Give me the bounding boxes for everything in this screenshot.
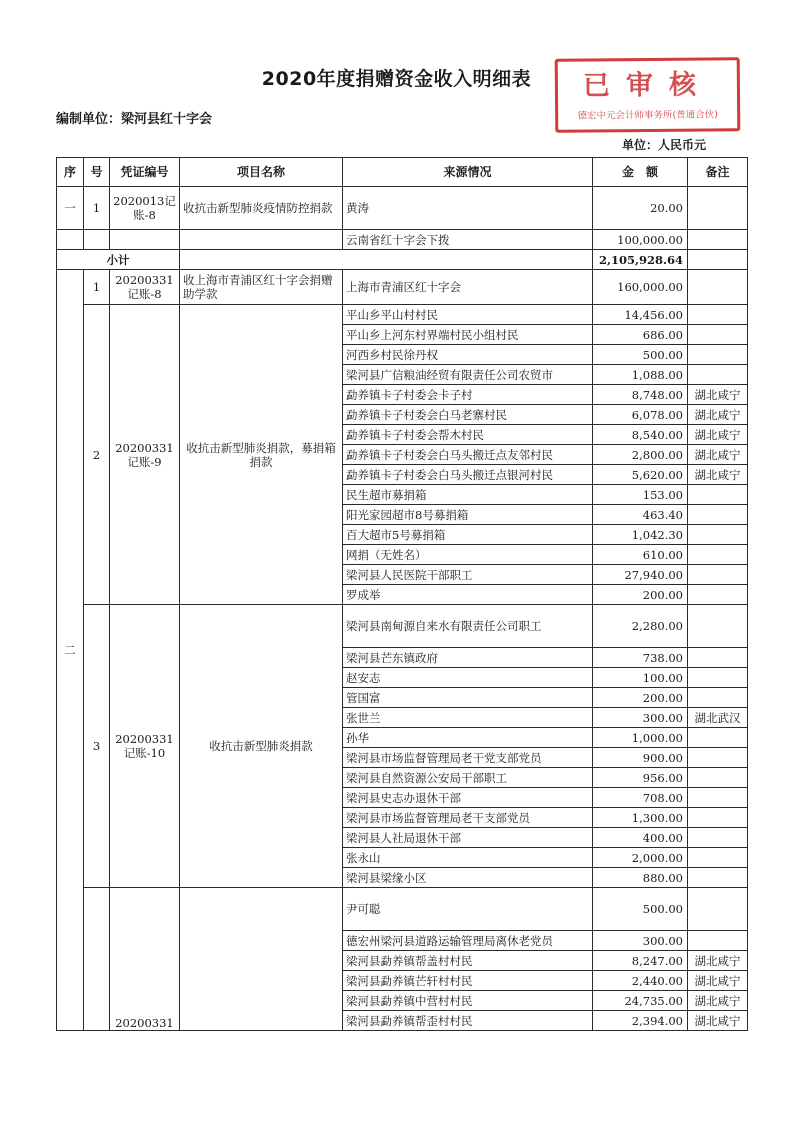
- note-cell: 湖北咸宁: [688, 1011, 748, 1031]
- subtotal-row: [57, 250, 748, 270]
- note-cell: [688, 748, 748, 768]
- amount-cell: 500.00: [593, 888, 688, 931]
- amount-cell: 2,440.00: [593, 971, 688, 991]
- project-name: 收抗击新型肺炎捐款: [180, 605, 343, 888]
- amount-cell: 2,394.00: [593, 1011, 688, 1031]
- empty-cell: [180, 250, 593, 270]
- note-cell: [688, 565, 748, 585]
- voucher-number: 20200331记账-10: [110, 605, 180, 888]
- table-row: [57, 230, 748, 250]
- amount-cell: 27,940.00: [593, 565, 688, 585]
- source-cell: 赵安志: [343, 668, 593, 688]
- source-cell: 梁河县市场监督管理局老干支部党员: [343, 808, 593, 828]
- note-cell: [688, 270, 748, 305]
- table-row: [57, 605, 748, 648]
- note-cell: [688, 868, 748, 888]
- amount-cell: 14,456.00: [593, 305, 688, 325]
- note-cell: [688, 505, 748, 525]
- project-name: [180, 888, 343, 1031]
- note-cell: [688, 688, 748, 708]
- col-header-note: 备注: [688, 158, 748, 187]
- item-number: [84, 888, 110, 1031]
- amount-cell: 8,247.00: [593, 951, 688, 971]
- source-cell: 张世兰: [343, 708, 593, 728]
- note-cell: [688, 230, 748, 250]
- source-cell: 勐养镇卡子村委会白马头搬迁点银河村民: [343, 465, 593, 485]
- amount-cell: 400.00: [593, 828, 688, 848]
- note-cell: 湖北咸宁: [688, 951, 748, 971]
- amount-cell: 300.00: [593, 708, 688, 728]
- note-cell: [688, 305, 748, 325]
- source-cell: 梁河县市场监督管理局老干党支部党员: [343, 748, 593, 768]
- amount-cell: 24,735.00: [593, 991, 688, 1011]
- voucher-number: 20200331: [110, 888, 180, 1031]
- amount-cell: 2,280.00: [593, 605, 688, 648]
- source-cell: 梁河县芒东镇政府: [343, 648, 593, 668]
- note-cell: [688, 788, 748, 808]
- source-cell: 尹可聪: [343, 888, 593, 931]
- source-cell: 阳光家园超市8号募捐箱: [343, 505, 593, 525]
- source-cell: 勐养镇卡子村委会白马头搬迁点友邻村民: [343, 445, 593, 465]
- empty-cell: [57, 230, 84, 250]
- note-cell: [688, 585, 748, 605]
- source-cell: 网捐（无姓名）: [343, 545, 593, 565]
- voucher-number: 20200331记账-9: [110, 305, 180, 605]
- item-number: 1: [84, 270, 110, 305]
- amount-cell: 20.00: [593, 187, 688, 230]
- stamp-main-text: 已审核: [582, 69, 713, 102]
- source-cell: 上海市青浦区红十字会: [343, 270, 593, 305]
- note-cell: [688, 808, 748, 828]
- amount-cell: 463.40: [593, 505, 688, 525]
- col-header-no: 号: [84, 158, 110, 187]
- amount-cell: 610.00: [593, 545, 688, 565]
- source-cell: 梁河县勐养镇中营村村民: [343, 991, 593, 1011]
- table-header-row: [57, 158, 748, 187]
- source-cell: 梁河县人民医院干部职工: [343, 565, 593, 585]
- table-body: [57, 187, 748, 1031]
- table-row: [57, 187, 748, 230]
- amount-cell: 1,300.00: [593, 808, 688, 828]
- note-cell: 湖北咸宁: [688, 405, 748, 425]
- amount-cell: 900.00: [593, 748, 688, 768]
- amount-cell: 8,748.00: [593, 385, 688, 405]
- source-cell: 梁河县自然资源公安局干部职工: [343, 768, 593, 788]
- source-cell: 梁河县广信粮油经贸有限责任公司农贸市: [343, 365, 593, 385]
- note-cell: [688, 365, 748, 385]
- col-header-project: 项目名称: [180, 158, 343, 187]
- amount-cell: 100.00: [593, 668, 688, 688]
- subtotal-amount: 2,105,928.64: [593, 250, 688, 270]
- empty-cell: [84, 230, 110, 250]
- source-cell: 梁河县梁缘小区: [343, 868, 593, 888]
- note-cell: [688, 525, 748, 545]
- source-cell: 梁河县勐养镇帮歪村村民: [343, 1011, 593, 1031]
- note-cell: [688, 648, 748, 668]
- note-cell: [688, 931, 748, 951]
- note-cell: [688, 888, 748, 931]
- amount-cell: 300.00: [593, 931, 688, 951]
- amount-cell: 8,540.00: [593, 425, 688, 445]
- amount-cell: 100,000.00: [593, 230, 688, 250]
- donation-table: [56, 157, 748, 1031]
- note-cell: [688, 768, 748, 788]
- amount-cell: 956.00: [593, 768, 688, 788]
- note-cell: 湖北咸宁: [688, 971, 748, 991]
- organization-label: 编制单位：梁河县红十字会: [56, 112, 213, 127]
- col-header-voucher: 凭证编号: [110, 158, 180, 187]
- note-cell: 湖北咸宁: [688, 465, 748, 485]
- note-cell: [688, 545, 748, 565]
- unit-label: 单位：人民币元: [622, 138, 707, 152]
- note-cell: 湖北武汉: [688, 708, 748, 728]
- source-cell: 平山乡平山村村民: [343, 305, 593, 325]
- source-cell: 梁河县南甸源自来水有限责任公司职工: [343, 605, 593, 648]
- amount-cell: 200.00: [593, 585, 688, 605]
- amount-cell: 1,042.30: [593, 525, 688, 545]
- amount-cell: 5,620.00: [593, 465, 688, 485]
- amount-cell: 2,000.00: [593, 848, 688, 868]
- note-cell: [688, 325, 748, 345]
- source-cell: 梁河县史志办退休干部: [343, 788, 593, 808]
- empty-cell: [688, 250, 748, 270]
- amount-cell: 6,078.00: [593, 405, 688, 425]
- item-number: 1: [84, 187, 110, 230]
- source-cell: 勐养镇卡子村委会白马老寨村民: [343, 405, 593, 425]
- source-cell: 孙华: [343, 728, 593, 748]
- note-cell: [688, 605, 748, 648]
- source-cell: 梁河县勐养镇帮盖村村民: [343, 951, 593, 971]
- section-number: 二: [57, 270, 84, 1031]
- item-number: 3: [84, 605, 110, 888]
- note-cell: [688, 728, 748, 748]
- section-number: 一: [57, 187, 84, 230]
- empty-cell: [180, 230, 343, 250]
- note-cell: 湖北咸宁: [688, 385, 748, 405]
- amount-cell: 1,000.00: [593, 728, 688, 748]
- note-cell: 湖北咸宁: [688, 445, 748, 465]
- project-name: 收上海市青浦区红十字会捐赠助学款: [180, 270, 343, 305]
- source-cell: 民生超市募捐箱: [343, 485, 593, 505]
- subtotal-label: 小计: [57, 250, 180, 270]
- note-cell: 湖北咸宁: [688, 425, 748, 445]
- source-cell: 梁河县勐养镇芒轩村村民: [343, 971, 593, 991]
- note-cell: [688, 828, 748, 848]
- note-cell: [688, 187, 748, 230]
- amount-cell: 738.00: [593, 648, 688, 668]
- note-cell: [688, 668, 748, 688]
- table-row: [57, 888, 748, 931]
- amount-cell: 160,000.00: [593, 270, 688, 305]
- source-cell: 河西乡村民徐丹权: [343, 345, 593, 365]
- item-number: 2: [84, 305, 110, 605]
- voucher-number: 2020013记账-8: [110, 187, 180, 230]
- source-cell: 罗成举: [343, 585, 593, 605]
- table-row: [57, 270, 748, 305]
- source-cell: 百大超市5号募捐箱: [343, 525, 593, 545]
- voucher-number: 20200331记账-8: [110, 270, 180, 305]
- empty-cell: [110, 230, 180, 250]
- audit-stamp: [555, 57, 741, 133]
- amount-cell: 708.00: [593, 788, 688, 808]
- source-cell: 管国富: [343, 688, 593, 708]
- page-title: 2020年度捐赠资金收入明细表: [261, 68, 532, 90]
- amount-cell: 153.00: [593, 485, 688, 505]
- amount-cell: 1,088.00: [593, 365, 688, 385]
- source-cell: 勐养镇卡子村委会帮木村民: [343, 425, 593, 445]
- source-cell: 德宏州梁河县道路运输管理局离休老党员: [343, 931, 593, 951]
- source-cell: 云南省红十字会下拨: [343, 230, 593, 250]
- col-header-source: 来源情况: [343, 158, 593, 187]
- note-cell: [688, 345, 748, 365]
- amount-cell: 880.00: [593, 868, 688, 888]
- stamp-sub-text: 德宏中元会计师事务所(普通合伙): [577, 109, 718, 122]
- amount-cell: 2,800.00: [593, 445, 688, 465]
- note-cell: [688, 848, 748, 868]
- amount-cell: 686.00: [593, 325, 688, 345]
- project-name: 收抗击新型肺炎疫情防控捐款: [180, 187, 343, 230]
- source-cell: 黄涛: [343, 187, 593, 230]
- col-header-seq: 序: [57, 158, 84, 187]
- note-cell: 湖北咸宁: [688, 991, 748, 1011]
- note-cell: [688, 485, 748, 505]
- source-cell: 梁河县人社局退休干部: [343, 828, 593, 848]
- source-cell: 张永山: [343, 848, 593, 868]
- amount-cell: 500.00: [593, 345, 688, 365]
- table-row: [57, 305, 748, 325]
- source-cell: 勐养镇卡子村委会卡子村: [343, 385, 593, 405]
- amount-cell: 200.00: [593, 688, 688, 708]
- col-header-amount: 金 额: [593, 158, 688, 187]
- source-cell: 平山乡上河东村界端村民小组村民: [343, 325, 593, 345]
- project-name: 收抗击新型肺炎捐款，募捐箱捐款: [180, 305, 343, 605]
